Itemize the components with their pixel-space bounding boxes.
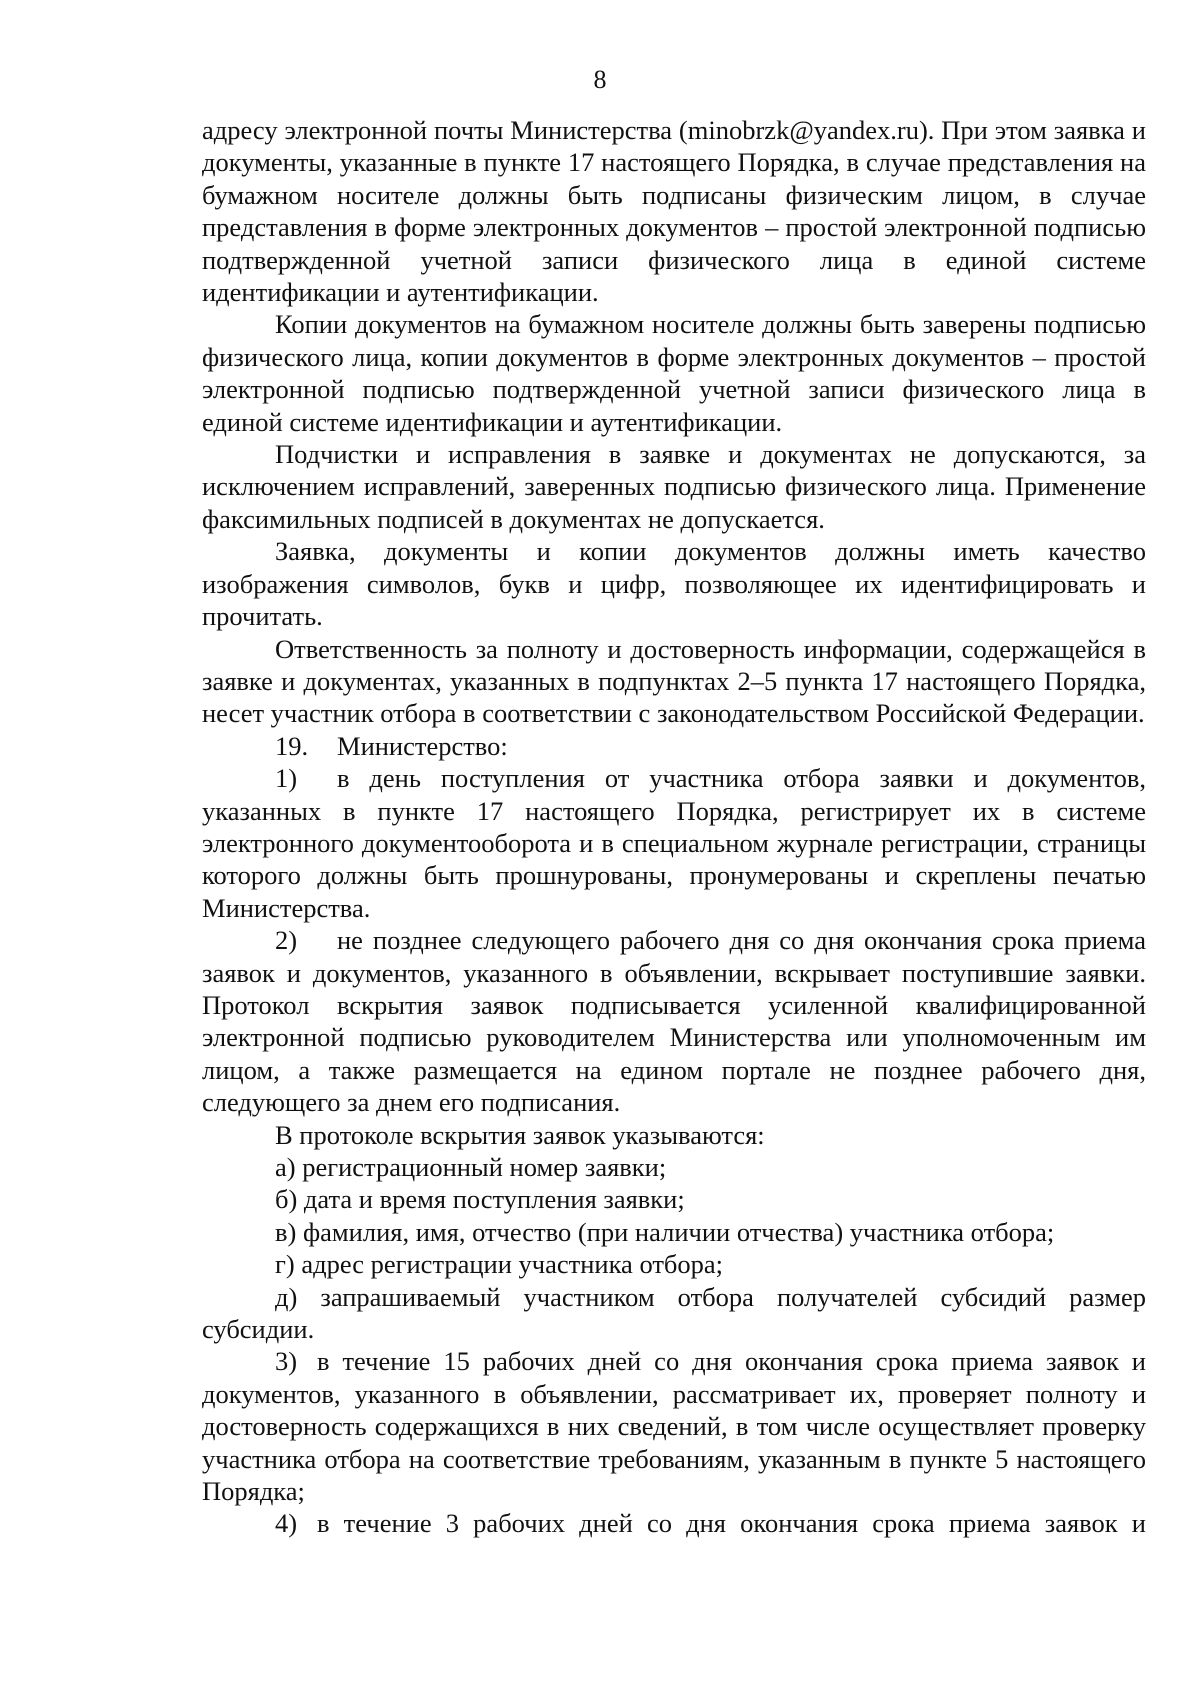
item-number: 2) bbox=[275, 925, 298, 956]
protocol-item: а) регистрационный номер заявки; bbox=[275, 1152, 667, 1182]
protocol-item: д) запрашиваемый участником отбора получателей субсидий размер субсидии. bbox=[202, 1281, 1146, 1345]
item-text: не позднее следующего рабочего дня со дня окончания срока приема заявок и документов, указанного в объявлении, вскрывает поступившие заявки. Протокол вскрытия заявок подписывается усиленной квалифицированной электронной подписью руководителем Министерства или уполномоченным им лицом, а также размещается на едином портале не позднее рабочего дня, следующего за днем его подписания. bbox=[202, 925, 1146, 1118]
item-number: 19. bbox=[275, 730, 309, 761]
item-19 bbox=[202, 730, 1146, 762]
item-text: Министерство: bbox=[337, 730, 508, 761]
protocol-item: г) адрес регистрации участника отбора; bbox=[275, 1249, 724, 1280]
paragraph: Копии документов на бумажном носителе должны быть заверены подписью физического лица, копии документов в форме электронных документов – простой электронной подписью подтвержденной учетной записи физического лица в единой системе идентификации и аутентификации. bbox=[202, 309, 1146, 437]
page-number: 8 bbox=[593, 65, 607, 94]
paragraph: Заявка, документы и копии документов должны иметь качество изображения символов, букв и цифр, позволяющее их идентифицировать и прочитать. bbox=[202, 536, 1146, 632]
subitem-3 bbox=[202, 1345, 1146, 1507]
paragraph: Подчистки и исправления в заявке и документах не допускаются, за исключением исправлений, заверенных подписью физического лица. Применение факсимильных подписей в документах не допускается. bbox=[202, 439, 1146, 534]
item-number: 1) bbox=[275, 763, 298, 794]
protocol-item: б) дата и время поступления заявки; bbox=[275, 1184, 685, 1215]
protocol-item: в) фамилия, имя, отчество (при наличии отчества) участника отбора; bbox=[275, 1216, 1055, 1247]
item-number: 3) bbox=[275, 1346, 298, 1377]
subitem-4 bbox=[202, 1507, 1146, 1539]
item-text: в течение 15 рабочих дней со дня окончания срока приема заявок и документов, указанного в объявлении, рассматривает их, проверяет полноту и достоверность содержащихся в них сведений, в том числе осуществляет проверку участника отбора на соответствие требованиям, указанным в пункте 5 настоящего Порядка; bbox=[202, 1346, 1146, 1507]
document-body bbox=[202, 114, 1146, 1540]
item-text: в день поступления от участника отбора заявки и документов, указанных в пункте 17 настоящего Порядка, регистрирует их в системе электронного документооборота и в специальном журнале регистрации, страницы которого должны быть прошнурованы, пронумерованы и скреплены печатью Министерства. bbox=[202, 763, 1146, 923]
paragraph: адресу электронной почты Министерства (minobrzk@yandex.ru). При этом заявка и документы, указанные в пункте 17 настоящего Порядка, в случае представления на бумажном носителе должны быть подписаны физическим лицом, в случае представления в форме электронных документов – простой электронной подписью подтвержденной учетной записи физического лица в единой системе идентификации и аутентификации. bbox=[202, 115, 1146, 308]
item-text: в течение 3 рабочих дней со дня окончания срока приема заявок и bbox=[317, 1508, 1146, 1539]
subitem-2 bbox=[202, 924, 1146, 1118]
protocol-intro: В протоколе вскрытия заявок указываются: bbox=[275, 1119, 765, 1150]
subitem-1 bbox=[202, 762, 1146, 924]
paragraph: Ответственность за полноту и достоверность информации, содержащейся в заявке и документах, указанных в подпунктах 2–5 пункта 17 настоящего Порядка, несет участник отбора в соответствии с законодательством Российской Федерации. bbox=[202, 633, 1146, 729]
item-number: 4) bbox=[275, 1508, 298, 1539]
